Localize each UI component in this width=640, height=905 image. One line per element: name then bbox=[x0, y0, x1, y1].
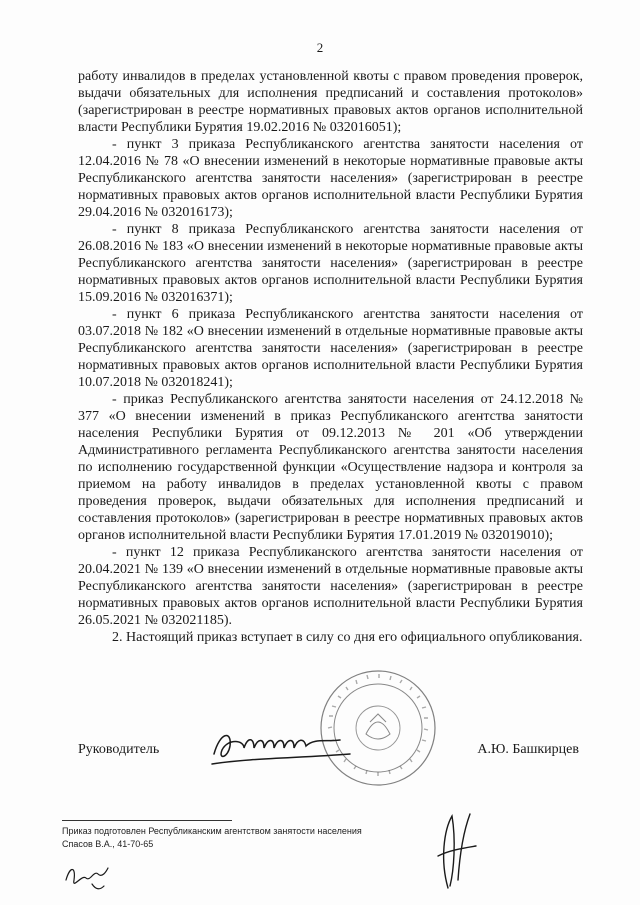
paragraph-continuation: работу инвалидов в пределах установленной квоты с правом проведения проверок, выдачи обязательных для исполнения предписаний и составления протоколов» (зарегистрирован в реестре нормативных правовых актов органов исполнительной власти Республики Бурятия 19.02.2016 № 032016051); bbox=[78, 69, 583, 135]
footnote bbox=[62, 820, 442, 851]
paragraph-item: - пункт 12 приказа Республиканского агентства занятости населения от 20.04.2021 № 139 «О внесении изменений в отдельные нормативные правовые акты Республиканского агентства занятости населения» (зарегистрирован в реестре нормативных правовых актов органов исполнительной власти Республики Бурятия 26.05.2021 № 032021185). bbox=[78, 545, 583, 628]
initials-signature bbox=[62, 860, 112, 894]
footnote-contact: Спасов В.А., 41-70-65 bbox=[62, 839, 154, 849]
paragraph-item: - пункт 8 приказа Республиканского агентства занятости населения от 26.08.2016 № 183 «О внесении изменений в некоторые нормативные правовые акты Республиканского агентства занятости населения» (зарегистрирован в реестре нормативных правовых актов органов исполнительной власти Республики Бурятия 15.09.2016 № 032016371); bbox=[78, 222, 583, 305]
paragraph-item: - приказ Республиканского агентства занятости населения от 24.12.2018 № 377 «О внесении изменений в приказ Республиканского агентства занятости населения Республики Бурятия от 09.12.2013 № 201 «Об утверждении Административного регламента Республиканского агентства занятости населения по исполнению государственной функции «Осуществление надзора и контроля за приемом на работу инвалидов в пределах установленной квоты с правом проведения проверок, выдачи обязательных для исполнения предписаний и составления протоколов» (зарегистрирован в реестре нормативных правовых актов органов исполнительной власти Республики Бурятия 17.01.2019 № 032019010); bbox=[78, 392, 583, 543]
footnote-prepared-by: Приказ подготовлен Республиканским агентством занятости населения bbox=[62, 826, 362, 836]
footnote-divider bbox=[62, 820, 232, 821]
page-number: 2 bbox=[316, 40, 324, 55]
document-body bbox=[78, 68, 583, 646]
head-signature bbox=[210, 724, 360, 774]
paragraph-effective-date: 2. Настоящий приказ вступает в силу со дня его официального опубликования. bbox=[112, 630, 583, 645]
signatory-name: А.Ю. Башкирцев bbox=[477, 742, 579, 757]
seal-center-ring bbox=[356, 706, 400, 750]
seal-emblem bbox=[366, 714, 390, 739]
paragraph-item: - пункт 6 приказа Республиканского агентства занятости населения от 03.07.2018 № 182 «О внесении изменений в отдельные нормативные правовые акты Республиканского агентства занятости населения» (зарегистрирован в реестре нормативных правовых актов органов исполнительной власти Республики Бурятия 10.07.2018 № 032018241); bbox=[78, 307, 583, 390]
signatory-role: Руководитель bbox=[78, 742, 160, 757]
paragraph-item: - пункт 3 приказа Республиканского агентства занятости населения от 12.04.2016 № 78 «О внесении изменений в некоторые нормативные правовые акты Республиканского агентства занятости населения» (зарегистрирован в реестре нормативных правовых актов органов исполнительной власти Республики Бурятия 29.04.2016 № 032016173); bbox=[78, 137, 583, 220]
